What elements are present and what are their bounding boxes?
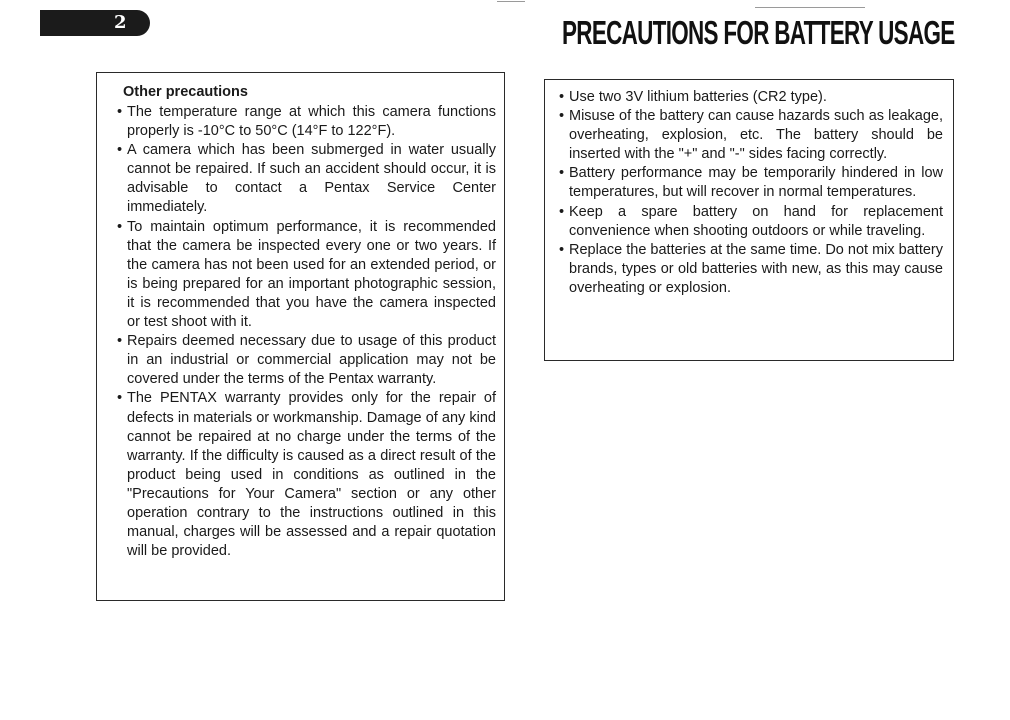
scan-artifact-line: [755, 7, 865, 8]
list-item: • The temperature range at which this camera functions properly is -10°C to 50°C (14°F to 122°F).: [117, 103, 496, 141]
other-precautions-list: [117, 103, 496, 561]
list-item: • The PENTAX warranty provides only for the repair of defects in materials or workmanship. Damage of any kind cannot be repaired at no charge under the terms of the warranty. If the difficulty is caused as a direct result of the product being used in conditions as outlined in the "Precautions for Your Camera" section or any other operation contrary to the instructions outlined in this manual, charges will be assessed and a repair quotation will be provided.: [117, 389, 496, 561]
section-heading: Other precautions: [123, 84, 248, 100]
list-item: • Misuse of the battery can cause hazards such as leakage, overheating, explosion, etc. The battery should be inserted with the "+" and "-" sides facing correctly.: [559, 107, 943, 164]
list-item: • To maintain optimum performance, it is recommended that the camera be inspected every one or two years. If the camera has not been used for an extended period, or is being prepared for an important photographic session, it is recommended that you have the camera inspected or test shoot with it.: [117, 218, 496, 333]
list-item: • Battery performance may be temporarily hindered in low temperatures, but will recover in normal temperatures.: [559, 164, 943, 202]
page-number: 2: [114, 12, 127, 33]
page-number-tab: [40, 10, 150, 36]
list-item: • Keep a spare battery on hand for replacement convenience when shooting outdoors or while traveling.: [559, 203, 943, 241]
page-title: PRECAUTIONS FOR BATTERY USAGE: [562, 14, 955, 51]
battery-precautions-list: [559, 88, 943, 298]
list-item: • Repairs deemed necessary due to usage of this product in an industrial or commercial application may not be covered under the terms of the Pentax warranty.: [117, 332, 496, 389]
other-precautions-box: [96, 72, 505, 601]
scan-artifact-line: [497, 1, 525, 2]
battery-precautions-box: [544, 79, 954, 361]
list-item: • Use two 3V lithium batteries (CR2 type).: [559, 88, 943, 107]
list-item: • Replace the batteries at the same time. Do not mix battery brands, types or old batteries with new, as this may cause overheating or explosion.: [559, 241, 943, 298]
list-item: • A camera which has been submerged in water usually cannot be repaired. If such an accident should occur, it is advisable to contact a Pentax Service Center immediately.: [117, 141, 496, 217]
